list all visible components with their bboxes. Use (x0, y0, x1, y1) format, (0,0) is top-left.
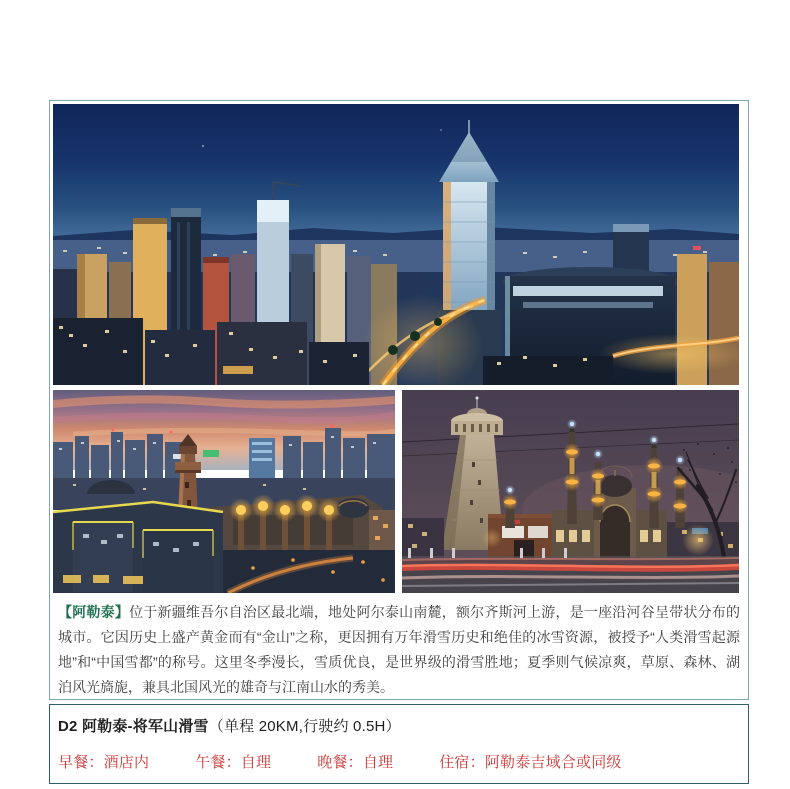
day2-section (49, 704, 749, 784)
destination-description-text: 位于新疆维吾尔自治区最北端，地处阿尔泰山南麓，额尔齐斯河上游，是一座沿河谷呈带状分布的城市。它因历史上盛产黄金而有“金山”之称，更因拥有万年滑雪历史和绝佳的冰雪资源，被授予“人类滑雪起源地”和“中国雪都”的称号。这里冬季漫长，雪质优良，是世界级的滑雪胜地；夏季则气候凉爽，草原、森林、湖泊风光旖旎，兼具北国风光的雄奇与江南山水的秀美。 (58, 604, 741, 695)
day2-route: D2 阿勒泰-将军山滑雪 (58, 718, 209, 735)
day2-distance-note: （单程 20KM,行驶约 0.5H） (208, 718, 401, 735)
hotel-item: 住宿：阿勒泰吉域合或同级 (439, 754, 622, 771)
main-photo-city-night (53, 104, 739, 385)
meals-row (58, 751, 740, 772)
destination-description (58, 600, 740, 700)
day2-title (58, 715, 740, 736)
meal-item-dinner: 晚餐：自理 (317, 754, 394, 771)
mosque-night-art (402, 390, 739, 593)
meal-item-breakfast: 早餐：酒店内 (58, 754, 150, 771)
bazaar-dusk-art (53, 390, 395, 593)
media-text-cell (49, 100, 749, 700)
right-photo-mosque-night (402, 390, 739, 593)
meal-item-lunch: 午餐：自理 (195, 754, 272, 771)
left-photo-bazaar-dusk (53, 390, 395, 593)
city-skyline-art (53, 104, 739, 385)
destination-name-highlight: 【阿勒泰】 (58, 604, 130, 620)
